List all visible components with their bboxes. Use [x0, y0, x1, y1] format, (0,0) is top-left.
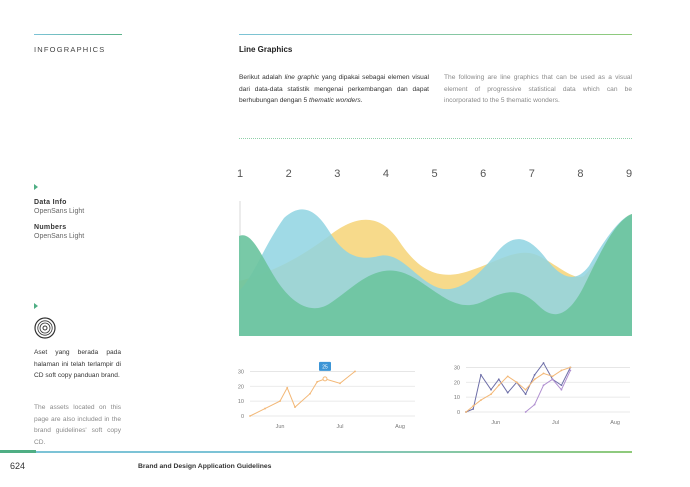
x-tick-label: Jun	[275, 424, 285, 430]
section-label: INFOGRAPHICS	[34, 45, 106, 54]
data-point	[525, 411, 527, 413]
data-point	[561, 384, 563, 386]
data-point	[316, 381, 318, 383]
callout-point	[323, 377, 327, 381]
series-line	[466, 363, 570, 412]
bullet-arrow-icon	[34, 303, 38, 309]
area-chart	[239, 196, 632, 336]
y-tick-label: 10	[237, 399, 244, 406]
series-line	[526, 370, 571, 412]
y-tick-label: 30	[237, 369, 244, 376]
data-point	[498, 378, 500, 380]
data-point	[286, 387, 288, 389]
data-point	[490, 389, 492, 391]
data-point	[249, 415, 251, 417]
line-chart-2	[448, 356, 632, 436]
dotted-divider	[239, 138, 632, 139]
y-tick-label: 0	[456, 410, 460, 416]
page-number: 624	[10, 461, 26, 471]
numbers-value: OpenSans Light	[34, 233, 85, 240]
series-line	[466, 367, 570, 412]
footer-rule	[0, 451, 632, 453]
data-point	[525, 393, 527, 395]
x-tick-label: Aug	[395, 424, 405, 430]
numbers-heading: Numbers	[34, 224, 67, 231]
area-chart-label: 7	[528, 168, 535, 180]
intro-paragraph-id: Berikut adalah line graphic yang dipakai sebagai elemen visual dari data-data statistik mengenai perkembangan dan dapat berhubungan dengan 5 thematic wonders.	[239, 74, 429, 104]
area-chart-label: 6	[480, 168, 487, 180]
data-point	[525, 389, 527, 391]
y-tick-label: 0	[240, 414, 244, 420]
data-point	[480, 399, 482, 401]
data-point	[543, 362, 545, 364]
data-point	[472, 408, 474, 410]
data-point	[279, 400, 281, 402]
data-point	[569, 367, 571, 369]
bullet-arrow-icon	[34, 184, 38, 190]
data-point	[507, 375, 509, 377]
y-tick-label: 20	[237, 384, 244, 391]
data-point	[339, 382, 341, 384]
header-rule-right	[239, 34, 632, 35]
area-chart-label: 4	[382, 168, 389, 180]
data-point	[294, 406, 296, 408]
data-point	[534, 378, 536, 380]
x-tick-label: Jun	[491, 420, 501, 426]
page-title: Line Graphics	[239, 45, 293, 54]
y-tick-label: 10	[453, 395, 460, 402]
header-rule-left	[34, 34, 122, 35]
line-chart-1	[230, 358, 420, 438]
footer-title: Brand and Design Application Guidelines	[138, 463, 272, 470]
cd-disc-icon	[34, 317, 56, 339]
area-chart-label: 8	[577, 168, 584, 180]
y-tick-label: 20	[453, 380, 460, 387]
footer-accent	[0, 450, 36, 453]
data-point	[309, 393, 311, 395]
data-point	[552, 375, 554, 377]
area-chart-label: 5	[431, 168, 438, 180]
data-point	[264, 408, 266, 410]
data-point	[465, 411, 467, 413]
area-chart-label: 3	[334, 168, 341, 180]
data-point	[507, 392, 509, 394]
data-info-value: OpenSans Light	[34, 208, 85, 215]
y-tick-label: 30	[453, 365, 460, 372]
data-point	[534, 404, 536, 406]
data-point	[552, 378, 554, 380]
data-point	[534, 374, 536, 376]
series-line	[250, 371, 355, 416]
assets-note-en: The assets located on this page are also included in the brand guidelines' soft copy CD.	[34, 404, 121, 446]
data-point	[569, 370, 571, 372]
data-point	[490, 393, 492, 395]
data-point	[543, 384, 545, 386]
callout-label: 25	[322, 364, 328, 371]
x-tick-label: Jul	[336, 424, 344, 430]
area-chart-label: 1	[236, 168, 244, 180]
area-chart-label: 9	[625, 168, 633, 180]
data-point	[516, 381, 518, 383]
data-point	[561, 389, 563, 391]
data-info-heading: Data Info	[34, 199, 67, 206]
data-point	[354, 371, 356, 373]
area-chart-label: 2	[285, 168, 292, 180]
assets-note-id: Aset yang berada pada halaman ini telah terlampir di CD soft copy panduan brand.	[34, 349, 121, 379]
intro-paragraph-en: The following are line graphics that can be used as a visual element of progressive statistical data which can be incorporated to the 5 thematic wonders.	[444, 74, 632, 104]
data-point	[472, 405, 474, 407]
data-point	[543, 372, 545, 374]
data-point	[498, 384, 500, 386]
data-point	[480, 374, 482, 376]
x-tick-label: Jul	[551, 420, 559, 426]
data-point	[561, 370, 563, 372]
x-tick-label: Aug	[610, 420, 620, 426]
